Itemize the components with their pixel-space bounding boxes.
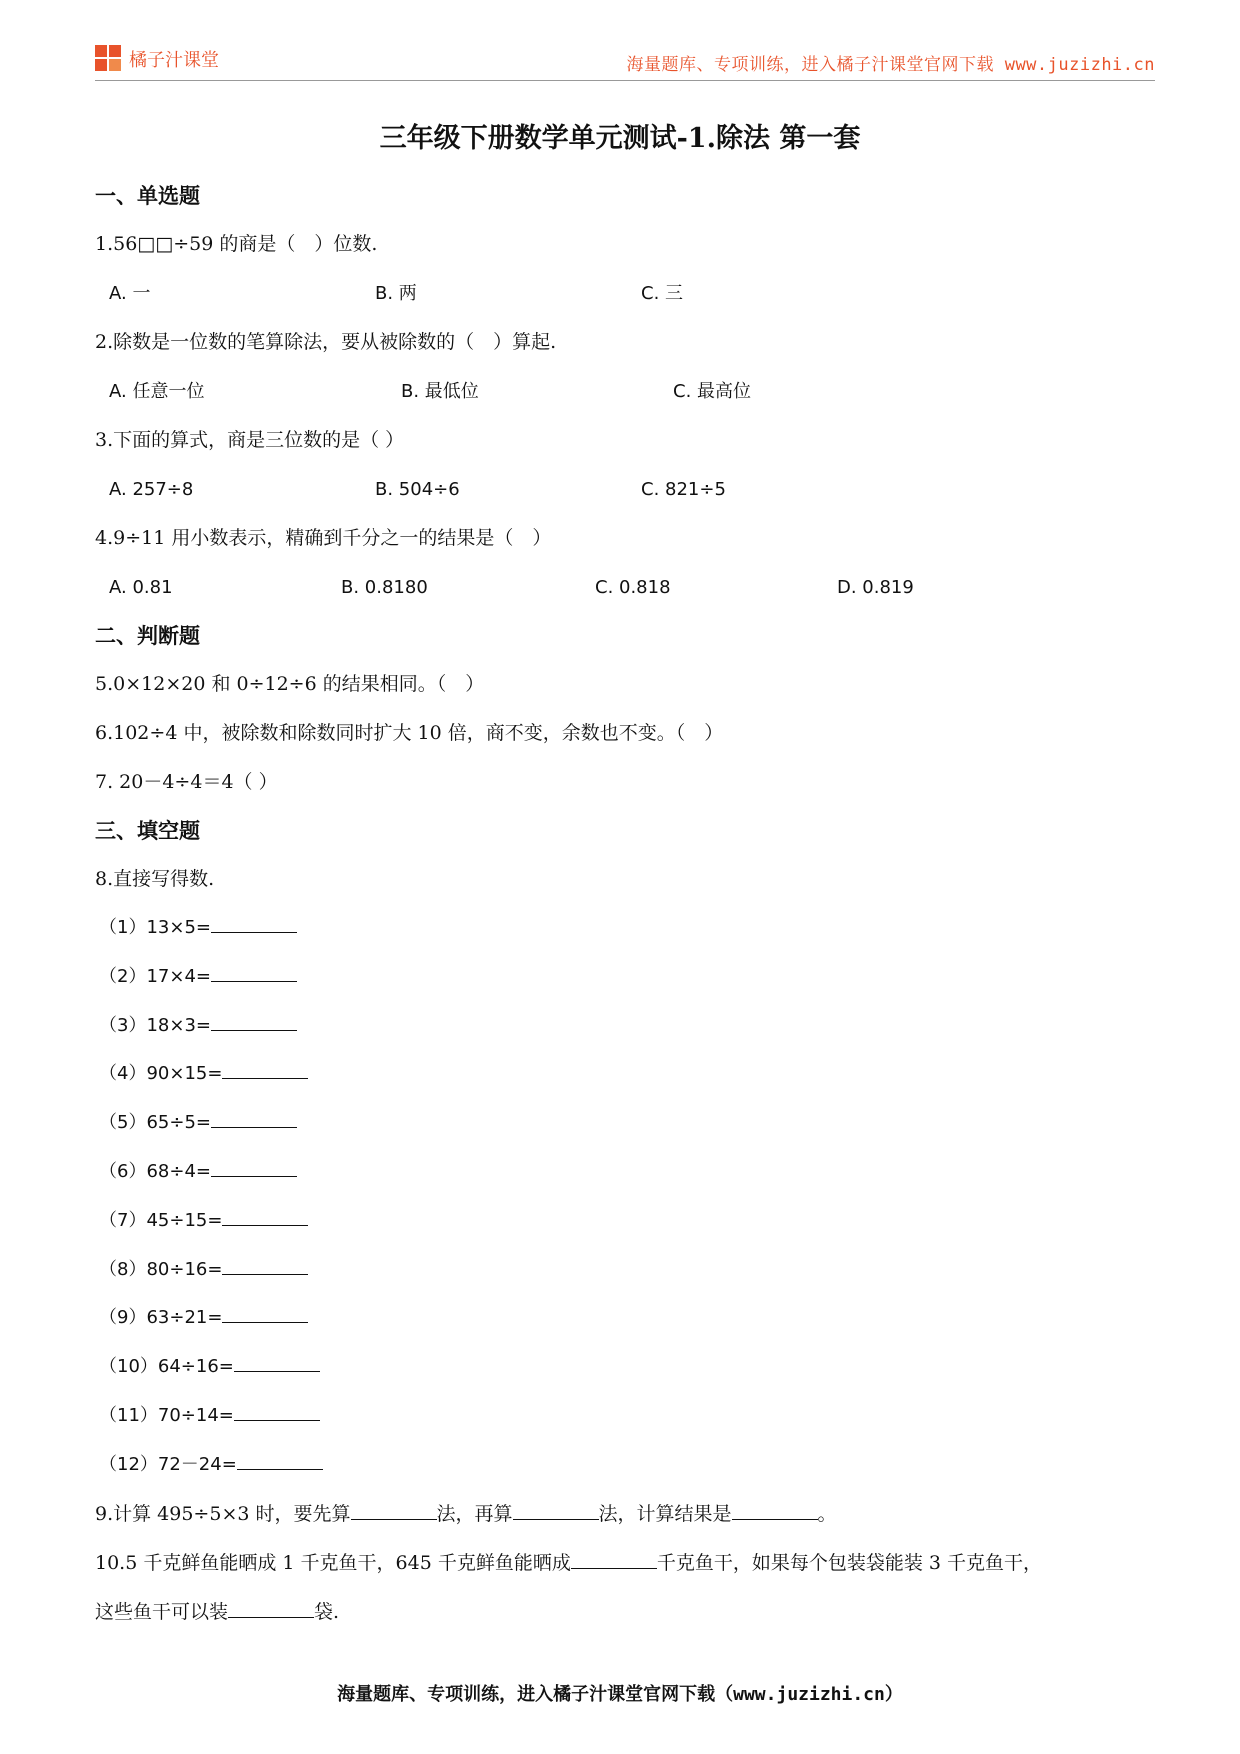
question-10: 10.5 千克鲜鱼能晒成 1 千克鱼干，645 千克鲜鱼能晒成 千克鱼干，如果每个包装袋能装 3 千克鱼干，: [95, 1551, 1042, 1574]
option-c: C. 821÷5: [641, 479, 726, 500]
question-1-options: [95, 269, 1155, 318]
calc-item: （10）64÷16=: [95, 1343, 1155, 1392]
header-promo-text: 海量题库、专项训练，进入橘子汁课堂官网下载 www.juzizhi.cn: [626, 55, 1155, 75]
option-a: A. 任意一位: [109, 381, 205, 402]
answer-blank[interactable]: [211, 1012, 297, 1031]
answer-blank[interactable]: [732, 1501, 818, 1520]
option-a: A. 257÷8: [109, 479, 194, 500]
calc-item: （1）13×5=: [95, 904, 1155, 953]
question-10-continued: 这些鱼干可以装 袋.: [95, 1600, 340, 1623]
logo-text: 橘子汁课堂: [129, 50, 219, 71]
calc-item: （7）45÷15=: [95, 1197, 1155, 1246]
page-header: [95, 40, 1155, 78]
answer-blank[interactable]: [513, 1501, 599, 1520]
answer-blank[interactable]: [211, 1158, 297, 1177]
option-b: B. 0.8180: [341, 577, 428, 598]
section-heading-fill-in: 三、填空题: [95, 818, 200, 843]
calc-item: （3）18×3=: [95, 1002, 1155, 1051]
calc-item: （5）65÷5=: [95, 1099, 1155, 1148]
question-7: 7. 20－4÷4＝4（ ）: [95, 771, 278, 793]
option-a: A. 一: [109, 283, 151, 304]
section-heading-true-false: 二、判断题: [95, 623, 200, 648]
answer-blank[interactable]: [211, 914, 297, 933]
answer-blank[interactable]: [228, 1599, 314, 1618]
option-c: C. 三: [641, 283, 684, 304]
calc-item: （11）70÷14=: [95, 1392, 1155, 1441]
option-c: C. 最高位: [673, 381, 752, 402]
answer-blank[interactable]: [234, 1353, 320, 1372]
answer-blank[interactable]: [237, 1451, 323, 1470]
option-b: B. 最低位: [401, 381, 479, 402]
header-divider: [95, 80, 1155, 81]
question-8: 8.直接写得数.: [95, 868, 215, 890]
question-3-options: [95, 465, 1155, 514]
option-a: A. 0.81: [109, 577, 173, 598]
logo-icon: [95, 45, 123, 73]
question-2-options: [95, 367, 1155, 416]
brand-logo: [95, 44, 219, 74]
option-c: C. 0.818: [595, 577, 671, 598]
question-1: 1.56□□÷59 的商是（ ）位数.: [95, 233, 378, 255]
question-2: 2.除数是一位数的笔算除法，要从被除数的（ ）算起.: [95, 331, 557, 353]
page-title: 三年级下册数学单元测试-1.除法 第一套: [379, 123, 861, 154]
calc-item: （6）68÷4=: [95, 1148, 1155, 1197]
question-6: 6.102÷4 中，被除数和除数同时扩大 10 倍，商不变，余数也不变。（ ）: [95, 722, 724, 744]
calc-item: （4）90×15=: [95, 1050, 1155, 1099]
question-4: 4.9÷11 用小数表示，精确到千分之一的结果是（ ）: [95, 527, 552, 549]
answer-blank[interactable]: [222, 1256, 308, 1275]
answer-blank[interactable]: [211, 963, 297, 982]
calc-item: （8）80÷16=: [95, 1246, 1155, 1295]
answer-blank[interactable]: [222, 1060, 308, 1079]
option-b: B. 两: [375, 283, 417, 304]
option-d: D. 0.819: [837, 577, 914, 598]
answer-blank[interactable]: [234, 1402, 320, 1421]
calc-item: （12）72－24=: [95, 1441, 1155, 1490]
section-heading-single-choice: 一、单选题: [95, 183, 200, 208]
answer-blank[interactable]: [571, 1550, 657, 1569]
question-4-options: [95, 563, 1155, 612]
calc-item: （2）17×4=: [95, 953, 1155, 1002]
answer-blank[interactable]: [351, 1501, 437, 1520]
question-3: 3.下面的算式，商是三位数的是（ ）: [95, 429, 405, 451]
answer-blank[interactable]: [222, 1304, 308, 1323]
answer-blank[interactable]: [211, 1109, 297, 1128]
option-b: B. 504÷6: [375, 479, 460, 500]
page-footer: 海量题库、专项训练，进入橘子汁课堂官网下载（www.juzizhi.cn）: [337, 1684, 903, 1705]
worksheet-body: [95, 172, 1155, 1637]
question-9: 9.计算 495÷5×3 时，要先算 法，再算 法，计算结果是 。: [95, 1502, 837, 1525]
question-5: 5.0×12×20 和 0÷12÷6 的结果相同。（ ）: [95, 673, 485, 695]
calc-item: （9）63÷21=: [95, 1294, 1155, 1343]
answer-blank[interactable]: [222, 1207, 308, 1226]
